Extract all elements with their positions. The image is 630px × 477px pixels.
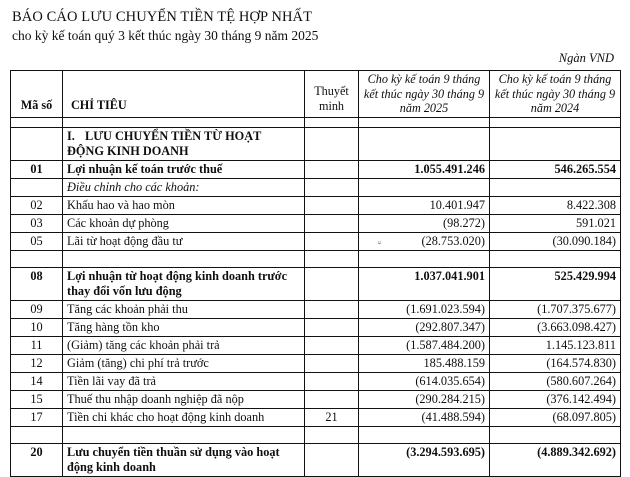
row-item: Khấu hao và hao mòn (63, 197, 305, 215)
row-item: Lưu chuyển tiền thuần sử dụng vào hoạt động kinh doanh (63, 444, 305, 477)
header-previous-period: Cho kỳ kế toán 9 tháng kết thúc ngày 30 tháng 9 năm 2024 (490, 70, 621, 118)
page-subtitle: cho kỳ kế toán quý 3 kết thúc ngày 30 tháng 9 năm 2025 (12, 28, 319, 44)
row-item: Lợi nhuận từ hoạt động kinh doanh trước thay đổi vốn lưu động (63, 268, 305, 301)
table-row (11, 301, 621, 319)
row-code: 03 (11, 215, 63, 233)
row-previous: 8.422.308 (490, 197, 621, 215)
row-note (305, 161, 359, 179)
table-row (11, 319, 621, 337)
row-current: (290.284.215) (359, 391, 490, 409)
row-code: 02 (11, 197, 63, 215)
row-previous: (1.707.375.677) (490, 301, 621, 319)
row-code: 01 (11, 161, 63, 179)
row-code (11, 179, 63, 197)
row-item: Các khoản dự phòng (63, 215, 305, 233)
row-note (305, 197, 359, 215)
spacer-row (11, 118, 621, 128)
row-item: Điều chỉnh cho các khoản: (63, 179, 305, 197)
currency-unit-note: Ngàn VND (558, 50, 614, 65)
row-item: Thuế thu nhập doanh nghiệp đã nộp (63, 391, 305, 409)
row-previous (490, 128, 621, 161)
row-current: (614.035.654) (359, 373, 490, 391)
row-current: 185.488.159 (359, 355, 490, 373)
spacer-row (11, 427, 621, 444)
row-item: Tăng các khoản phải thu (63, 301, 305, 319)
table-row (11, 179, 621, 197)
row-current (359, 179, 490, 197)
row-code: 20 (11, 444, 63, 477)
row-code: 05 (11, 233, 63, 251)
table-body (11, 118, 621, 477)
row-item: Tiền lãi vay đã trả (63, 373, 305, 391)
row-roman: I. (67, 129, 75, 144)
row-current: (98.272) (359, 215, 490, 233)
header-note: Thuyết minh (305, 70, 359, 118)
table-header (11, 70, 621, 118)
row-item: Lãi từ hoạt động đầu tư (63, 233, 305, 251)
page-title: BÁO CÁO LƯU CHUYỂN TIỀN TỆ HỢP NHẤT (12, 9, 313, 25)
row-previous: (164.574.830) (490, 355, 621, 373)
header-item: CHỈ TIÊU (63, 70, 305, 118)
row-previous: 546.265.554 (490, 161, 621, 179)
row-previous: (68.097.805) (490, 409, 621, 427)
row-label: LƯU CHUYỂN TIỀN TỪ HOẠT ĐỘNG KINH DOANH (67, 129, 262, 159)
row-previous: (376.142.494) (490, 391, 621, 409)
row-code: 14 (11, 373, 63, 391)
row-code: 15 (11, 391, 63, 409)
row-previous: (4.889.342.692) (490, 444, 621, 477)
row-previous: 1.145.123.811 (490, 337, 621, 355)
table-row (11, 409, 621, 427)
row-code: 17 (11, 409, 63, 427)
table-row (11, 215, 621, 233)
row-code: 08 (11, 268, 63, 301)
row-previous: (580.607.264) (490, 373, 621, 391)
table-row (11, 197, 621, 215)
table-row (11, 355, 621, 373)
row-current: (3.294.593.695) (359, 444, 490, 477)
row-code: 10 (11, 319, 63, 337)
table-row (11, 128, 621, 161)
row-current: 1.055.491.246 (359, 161, 490, 179)
row-note (305, 337, 359, 355)
table-row (11, 268, 621, 301)
row-current (359, 128, 490, 161)
table-row (11, 233, 621, 251)
row-item (63, 128, 305, 161)
table-row (11, 373, 621, 391)
row-note (305, 233, 359, 251)
row-note (305, 391, 359, 409)
row-note (305, 319, 359, 337)
header-current-period: Cho kỳ kế toán 9 tháng kết thúc ngày 30 tháng 9 năm 2025 (359, 70, 490, 118)
row-item: Tiền chi khác cho hoạt động kinh doanh (63, 409, 305, 427)
row-note (305, 179, 359, 197)
row-item: (Giảm) tăng các khoản phải trả (63, 337, 305, 355)
table-row (11, 444, 621, 477)
row-note (305, 444, 359, 477)
row-previous (490, 179, 621, 197)
row-item: Tăng hàng tồn kho (63, 319, 305, 337)
row-current: 10.401.947 (359, 197, 490, 215)
row-current: (41.488.594) (359, 409, 490, 427)
scan-artifact-mark: ⸚ (378, 238, 381, 248)
row-current: (1.587.484.200) (359, 337, 490, 355)
table-row (11, 161, 621, 179)
row-current: 1.037.041.901 (359, 268, 490, 301)
row-note (305, 355, 359, 373)
row-code: 11 (11, 337, 63, 355)
table-row (11, 337, 621, 355)
row-code: 12 (11, 355, 63, 373)
row-note (305, 268, 359, 301)
row-note (305, 373, 359, 391)
row-note (305, 215, 359, 233)
row-current: (292.807.347) (359, 319, 490, 337)
row-note (305, 128, 359, 161)
spacer-row (11, 251, 621, 268)
row-note: 21 (305, 409, 359, 427)
row-current: (1.691.023.594) (359, 301, 490, 319)
row-previous: (30.090.184) (490, 233, 621, 251)
row-code: 09 (11, 301, 63, 319)
header-code: Mã số (11, 70, 63, 118)
row-code (11, 128, 63, 161)
row-current: (28.753.020) (359, 233, 490, 251)
row-item: Lợi nhuận kế toán trước thuế (63, 161, 305, 179)
table-row (11, 391, 621, 409)
row-previous: 525.429.994 (490, 268, 621, 301)
row-previous: (3.663.098.427) (490, 319, 621, 337)
row-note (305, 301, 359, 319)
row-previous: 591.021 (490, 215, 621, 233)
row-item: Giảm (tăng) chi phí trả trước (63, 355, 305, 373)
cash-flow-table (10, 70, 621, 477)
